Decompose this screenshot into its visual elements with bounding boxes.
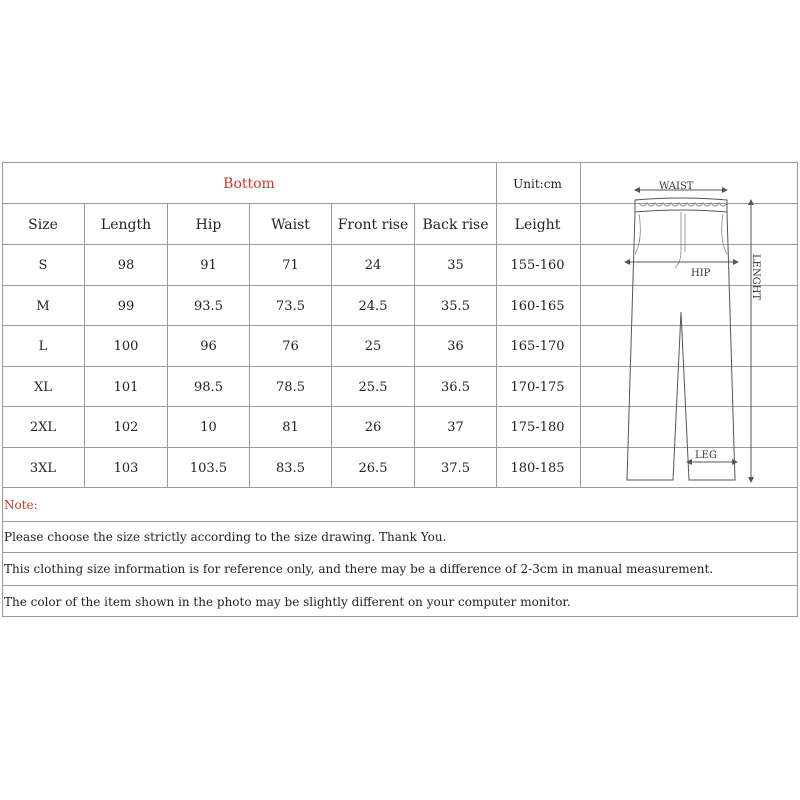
cell-back-rise: 36 (414, 326, 496, 367)
note-heading: Note: (2, 487, 798, 521)
cell-front-rise: 26.5 (331, 448, 414, 488)
cell-size: 3XL (29, 460, 57, 476)
cell-height: 180-185 (496, 448, 578, 488)
cell-waist: 78.5 (249, 367, 331, 407)
cell-back-rise: 36.5 (414, 367, 496, 407)
cell-size: L (38, 339, 48, 354)
cell-length: 100 (84, 326, 167, 367)
header-waist: Waist (249, 204, 331, 245)
waistband-gather (639, 203, 727, 206)
cell-back-rise: 37 (414, 407, 496, 448)
right-pocket (722, 214, 727, 254)
cell-size: 2XL (29, 420, 57, 435)
hip-label: HIP (691, 268, 711, 279)
cell-length: 101 (84, 367, 167, 407)
header-height: Leight (496, 204, 578, 245)
cell-waist: 76 (249, 326, 331, 367)
cell-height: 170-175 (496, 367, 578, 407)
header-size: Size (28, 216, 58, 233)
cell-back-rise: 37.5 (414, 448, 496, 488)
cell-waist: 81 (249, 407, 331, 448)
header-length: Length (84, 204, 167, 245)
cell-length: 98 (84, 245, 167, 286)
header-hip: Hip (167, 204, 249, 245)
cell-back-rise: 35 (414, 245, 496, 286)
waist-label: WAIST (659, 181, 694, 192)
cell-length: 103 (84, 448, 167, 488)
cell-hip: 91 (167, 245, 249, 286)
cell-waist: 83.5 (249, 448, 331, 488)
cell-hip: 98.5 (167, 367, 249, 407)
cell-front-rise: 25.5 (331, 367, 414, 407)
left-pocket (635, 214, 640, 254)
note-line: Please choose the size strictly according to the size drawing. Thank You. (2, 521, 798, 552)
leg-label: LEG (695, 450, 717, 461)
cell-waist: 71 (249, 245, 331, 286)
cell-size: M (36, 298, 50, 314)
cell-hip: 10 (167, 407, 249, 448)
cell-front-rise: 25 (331, 326, 414, 367)
cell-hip: 93.5 (167, 286, 249, 326)
header-back-rise: Back rise (414, 204, 496, 245)
cell-height: 165-170 (496, 326, 578, 367)
cell-front-rise: 26 (331, 407, 414, 448)
note-line: This clothing size information is for reference only, and there may be a difference of 2-3cm in manual measurement. (2, 552, 798, 585)
size-chart (2, 162, 798, 617)
cell-height: 155-160 (496, 245, 578, 286)
pants-diagram (580, 162, 798, 487)
cell-size: S (38, 258, 48, 273)
cell-height: 160-165 (496, 286, 578, 326)
cell-hip: 103.5 (167, 448, 249, 488)
length-label: LENGHT (750, 254, 761, 301)
fly-line (675, 212, 681, 268)
cell-length: 99 (84, 286, 167, 326)
table-title: Bottom (223, 175, 275, 192)
cell-hip: 96 (167, 326, 249, 367)
cell-length: 102 (84, 407, 167, 448)
cell-front-rise: 24 (331, 245, 414, 286)
pants-drawing (581, 162, 798, 487)
header-front-rise: Front rise (331, 204, 414, 245)
unit-label: Unit:cm (496, 163, 578, 204)
cell-front-rise: 24.5 (331, 286, 414, 326)
note-line: The color of the item shown in the photo may be slightly different on your computer monitor. (2, 585, 798, 617)
cell-height: 175-180 (496, 407, 578, 448)
cell-size: XL (34, 379, 52, 395)
cell-back-rise: 35.5 (414, 286, 496, 326)
cell-waist: 73.5 (249, 286, 331, 326)
